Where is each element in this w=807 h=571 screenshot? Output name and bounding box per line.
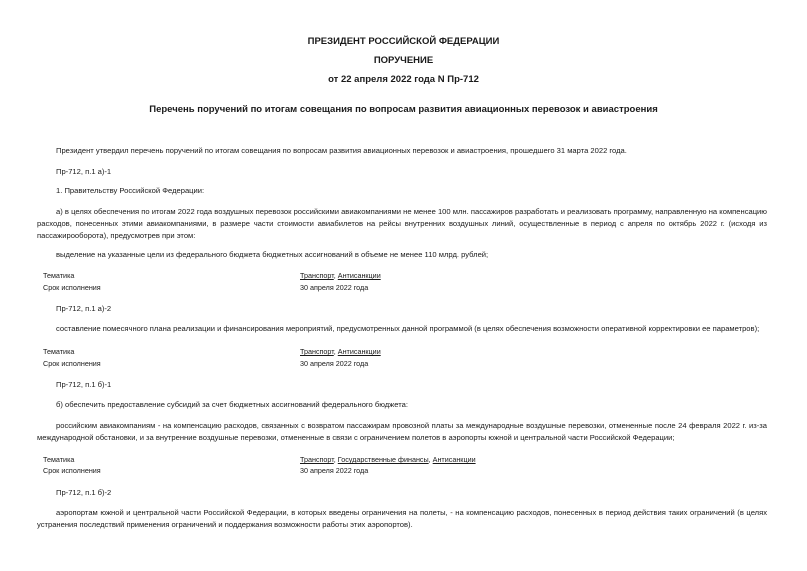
theme-link-public-finance[interactable]: Государственные финансы: [337, 455, 429, 464]
deadline-label: Срок исполнения: [43, 466, 101, 475]
theme-links: Транспорт, Антисанкции: [300, 347, 381, 356]
theme-link-antisanctions[interactable]: Антисанкции: [337, 271, 381, 280]
item-code: Пр-712, п.1 а)-2: [56, 304, 112, 313]
item-code: Пр-712, п.1 б)-2: [56, 488, 112, 497]
intro-paragraph: Президент утвердил перечень поручений по итогам совещания по вопросам развития авиационных перевозок и авиастроения, прошедшего 31 марта 2022 года.: [56, 146, 627, 155]
theme-label: Тематика: [43, 455, 75, 464]
deadline-value: 30 апреля 2022 года: [300, 466, 369, 475]
deadline-label: Срок исполнения: [43, 359, 101, 368]
deadline-value: 30 апреля 2022 года: [300, 283, 369, 292]
document-subject: Перечень поручений по итогам совещания по вопросам развития авиационных перевозок и авиастроения: [149, 104, 658, 115]
document-date: от 22 апреля 2022 года N Пр-712: [328, 74, 479, 85]
theme-links: Транспорт, Антисанкции: [300, 271, 381, 280]
theme-label: Тематика: [43, 347, 75, 356]
item-paragraph: аэропортам южной и центральной части Российской Федерации, в которых введены ограничения на полеты, - на компенсацию расходов, понесенных в период действия таких ограничений (в целях устранения последствий применения ограничений и поддержания возможности работы этих аэропортов).: [37, 508, 767, 529]
section-heading: 1. Правительству Российской Федерации:: [56, 186, 205, 195]
theme-link-antisanctions[interactable]: Антисанкции: [432, 455, 476, 464]
deadline-label: Срок исполнения: [43, 283, 101, 292]
theme-link-antisanctions[interactable]: Антисанкции: [337, 347, 381, 356]
item-paragraph: составление помесячного плана реализации и финансирования мероприятий, предусмотренных данной программой (в целях обеспечения возможности оперативной корректировки ее параметров);: [56, 324, 760, 333]
theme-link-transport[interactable]: Транспорт: [300, 347, 334, 356]
theme-link-transport[interactable]: Транспорт: [300, 455, 334, 464]
section-heading: б) обеспечить предоставление субсидий за счет бюджетных ассигнований федерального бюджета:: [56, 400, 408, 409]
deadline-value: 30 апреля 2022 года: [300, 359, 369, 368]
theme-label: Тематика: [43, 271, 75, 280]
item-paragraph: а) в целях обеспечения по итогам 2022 года воздушных перевозок российскими авиакомпаниями не менее 100 млн. пассажиров разработать и реализовать программу, направленную на компенсацию расходов, понесенных этими авиакомпаниями, в размере части стоимости авиабилетов на рейсы внутренних воздушных линий, осуществленные в период с апреля по октябрь 2022 г. (исходя из пассажирооборота), предусмотрев при этом:: [37, 207, 767, 240]
item-code: Пр-712, п.1 б)-1: [56, 380, 112, 389]
document-type: ПОРУЧЕНИЕ: [373, 55, 434, 66]
item-paragraph: выделение на указанные цели из федерального бюджета бюджетных ассигнований в объеме не менее 110 млрд. рублей;: [56, 250, 489, 259]
item-code: Пр-712, п.1 а)-1: [56, 167, 112, 176]
theme-links: Транспорт, Государственные финансы, Антисанкции: [300, 455, 476, 464]
item-paragraph: российским авиакомпаниям - на компенсацию расходов, связанных с возвратом пассажирам провозной платы за международные воздушные перевозки, отмененные после 24 февраля 2022 г. из-за международной обстановки, и за внутренние воздушные перевозки, отмененные в связи с ограничением полетов в аэропорты южной и центральной части Российской Федерации;: [37, 421, 767, 442]
theme-link-transport[interactable]: Транспорт: [300, 271, 334, 280]
issuer-title: ПРЕЗИДЕНТ РОССИЙСКОЙ ФЕДЕРАЦИИ: [307, 36, 500, 47]
